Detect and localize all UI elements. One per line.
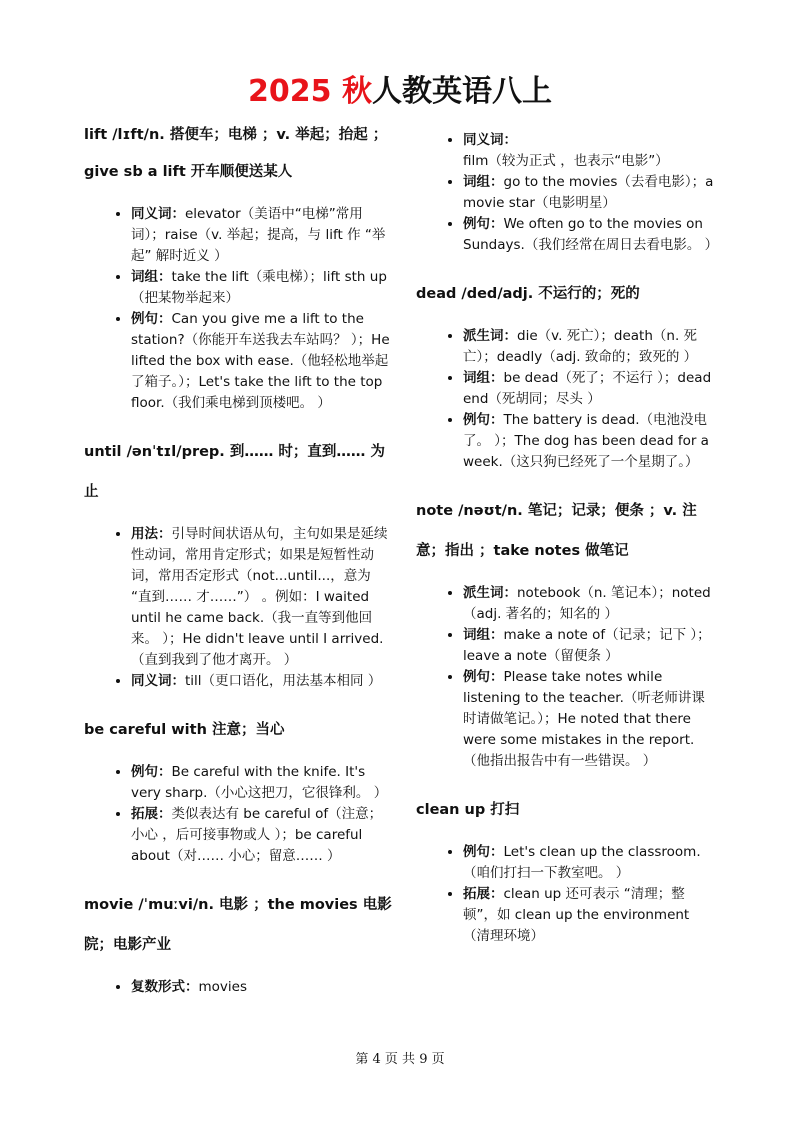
title-subject: 人教英语八上: [371, 74, 552, 109]
item-text: film（较为正式 ，也表示“电影”）: [463, 153, 669, 169]
list-item: [463, 625, 716, 667]
list-item: [131, 309, 394, 414]
item-text: 类似表达有 be careful of（注意；小心 ，后可接事物或人 ）；be careful about（对…… 小心；留意…… ）: [131, 806, 383, 864]
entry-heading: note /nəʊt/n. 笔记；记录；便条 ；v. 注意；指出 ；take notes 做笔记: [416, 503, 697, 559]
list-item: [463, 326, 716, 368]
entry-heading: clean up 打扫: [416, 802, 520, 818]
item-key: 同义词：: [131, 206, 185, 222]
entry-details-list: [84, 204, 394, 414]
list-item: [131, 524, 394, 671]
entry-details-list: [84, 762, 394, 867]
item-text: elevator（美语中“电梯”常用词）；raise（v. 举起；提高，与 lift 作 “举起” 解时近义 ）: [131, 206, 386, 264]
item-text: Be careful with the knife. It's very sharp.（小心这把刀，它很锋利。 ）: [131, 764, 388, 801]
entry-heading: give sb a lift 开车顺便送某人: [84, 164, 293, 180]
item-key: 复数形式：: [131, 979, 199, 995]
item-text: die（v. 死亡）；death（n. 死亡）；deadly（adj. 致命的；致死的 ）: [463, 328, 698, 365]
entry-heading: dead /ded/adj. 不运行的；死的: [416, 286, 640, 302]
item-key: 例句：: [131, 764, 172, 780]
entry-details-list: [416, 130, 719, 256]
item-key: 同义词：: [131, 673, 185, 689]
entry-details-list: [416, 326, 716, 473]
item-text: take the lift（乘电梯）；lift sth up（把某物举起来）: [131, 269, 387, 306]
item-key: 派生词：: [463, 585, 517, 601]
item-text: clean up 还可表示 “清理；整顿”，如 clean up the environment（清理环境）: [463, 886, 690, 944]
page-title: [0, 66, 800, 110]
item-key: 例句：: [131, 311, 172, 327]
list-item: [131, 762, 394, 804]
item-key: 例句：: [463, 844, 504, 860]
item-text: Let's clean up the classroom.（咱们打扫一下教室吧。 ）: [463, 844, 701, 881]
item-key: 例句：: [463, 216, 504, 232]
item-text: go to the movies（去看电影）；a movie star（电影明星）: [463, 174, 714, 211]
item-key: 词组：: [463, 174, 504, 190]
item-text: Please take notes while listening to the teacher.（听老师讲课时请做笔记。）；He noted that there were some mistakes in the report.（他指出报告中有一些错误。 ）: [463, 669, 705, 769]
list-item: [463, 667, 716, 772]
item-key: 同义词：: [463, 132, 517, 148]
item-text: The battery is dead.（电池没电了。 ）；The dog has been dead for a week.（这只狗已经死了一个星期了。）: [463, 412, 709, 470]
item-key: 词组：: [463, 627, 504, 643]
item-key: 拓展：: [131, 806, 172, 822]
list-item: [463, 583, 716, 625]
entry-heading: lift /lɪft/n. 搭便车；电梯 ；v. 举起；抬起 ；: [84, 127, 388, 143]
list-item: [131, 977, 394, 998]
item-text: 引导时间状语从句，主句如果是延续性动词，常用肯定形式；如果是短暂性动词，常用否定形式（not...until...，意为 “直到…… 才……”） 。例如：I waited until he came back.（我一直等到他回来。 ）；He didn't leave until I arrived.（直到我到了他才离开。 ）: [131, 526, 388, 668]
item-text: notebook（n. 笔记本）；noted（adj. 著名的；知名的 ）: [463, 585, 711, 622]
list-item: [131, 267, 394, 309]
item-key: 用法：: [131, 526, 172, 542]
entry-details-list: [416, 583, 716, 772]
item-text: make a note of（记录；记下 ）；leave a note（留便条 ）: [463, 627, 711, 664]
list-item: [131, 671, 394, 692]
entry-details-list: [84, 524, 394, 692]
page-footer: 第 4 页 共 9 页: [355, 1052, 445, 1067]
title-year: 2025 秋: [248, 74, 372, 109]
item-text: We often go to the movies on Sundays.（我们经常在周日去看电影。 ）: [463, 216, 719, 253]
list-item: [463, 172, 716, 214]
list-item: [463, 842, 716, 884]
list-item: [463, 214, 719, 256]
entry-heading: be careful with 注意；当心: [84, 722, 285, 738]
item-key: 拓展：: [463, 886, 504, 902]
entry-details-list: [416, 842, 716, 947]
item-text: be dead（死了；不运行 ）；dead end（死胡同；尽头 ）: [463, 370, 712, 407]
item-text: till（更口语化，用法基本相同 ）: [185, 673, 382, 689]
right-column: [416, 118, 719, 965]
item-key: 词组：: [463, 370, 504, 386]
list-item: [463, 368, 716, 410]
list-item: [131, 804, 394, 867]
item-text: Can you give me a lift to the station?（你能开车送我去车站吗？ ）；He lifted the box with ease.（他轻松地举起了箱子。）；Let's take the lift to the top floor.（我们乘电梯到顶楼吧。 ）: [131, 311, 390, 411]
entry-heading: movie /ˈmuːvi/n. 电影 ；the movies 电影院；电影产业: [84, 897, 392, 953]
entry-details-list: [84, 977, 394, 998]
item-key: 例句：: [463, 412, 504, 428]
list-item: [463, 130, 716, 172]
left-column: [84, 118, 394, 1016]
list-item: [463, 410, 716, 473]
list-item: [131, 204, 394, 267]
entry-heading: until /ənˈtɪl/prep. 到…… 时；直到…… 为止: [84, 444, 385, 500]
item-key: 词组：: [131, 269, 172, 285]
list-item: [463, 884, 716, 947]
item-key: 派生词：: [463, 328, 517, 344]
item-key: 例句：: [463, 669, 504, 685]
item-text: movies: [198, 979, 247, 995]
